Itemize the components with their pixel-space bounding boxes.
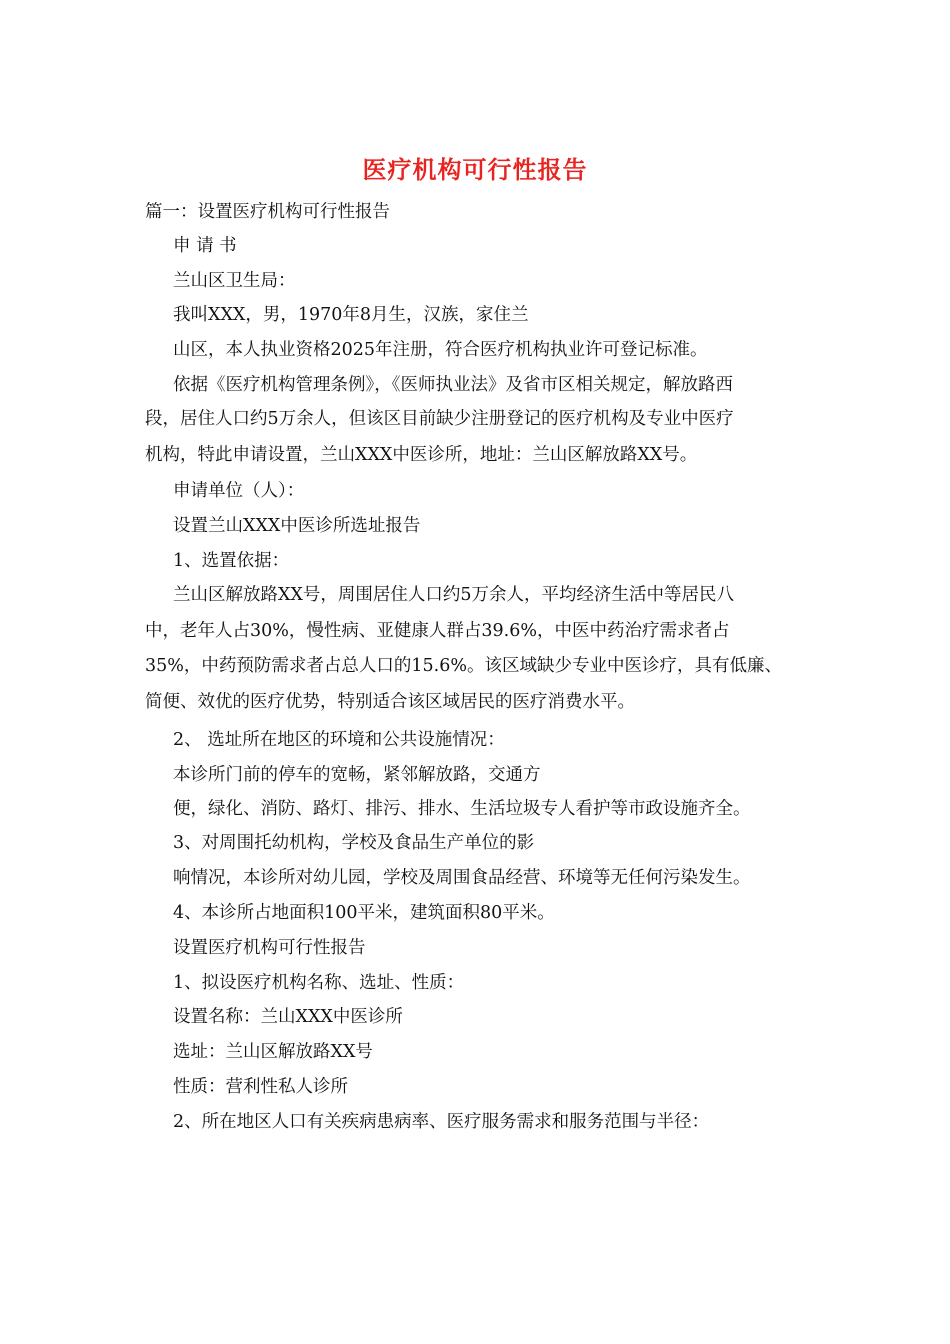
text-line: 设置兰山XXX中医诊所选址报告 xyxy=(173,516,421,536)
text-line: 机构，特此申请设置，兰山XXX中医诊所，地址：兰山区解放路XX号。 xyxy=(145,445,698,465)
text-line: 山区，本人执业资格2025年注册，符合医疗机构执业许可登记标准。 xyxy=(173,340,708,360)
text-line: 35%，中药预防需求者占总人口的15.6%。该区域缺少专业中医诊疗，具有低廉、 xyxy=(145,656,782,676)
text-line: 2、所在地区人口有关疾病患病率、医疗服务需求和服务范围与半径： xyxy=(173,1112,710,1132)
text-line: 本诊所门前的停车的宽畅，紧邻解放路，交通方 xyxy=(173,765,541,785)
text-line: 便，绿化、消防、路灯、排污、排水、生活垃圾专人看护等市政设施齐全。 xyxy=(173,799,751,819)
text-line: 4、本诊所占地面积100平米，建筑面积80平米。 xyxy=(173,903,555,923)
text-line: 篇一：设置医疗机构可行性报告 xyxy=(145,202,390,222)
text-line: 兰山区卫生局： xyxy=(173,271,296,291)
text-line: 选址：兰山区解放路XX号 xyxy=(173,1042,373,1062)
text-line: 3、对周围托幼机构，学校及食品生产单位的影 xyxy=(173,833,535,853)
text-line: 段，居住人口约5万余人，但该区目前缺少注册登记的医疗机构及专业中医疗 xyxy=(145,409,734,429)
text-line: 依据《医疗机构管理条例》，《医师执业法》及省市区相关规定，解放路西 xyxy=(173,375,733,395)
text-line: 设置名称：兰山XXX中医诊所 xyxy=(173,1007,403,1027)
document-title: 医疗机构可行性报告 xyxy=(362,155,588,184)
text-line: 兰山区解放路XX号，周围居住人口约5万余人，平均经济生活中等居民八 xyxy=(173,585,735,605)
text-line: 设置医疗机构可行性报告 xyxy=(173,938,366,958)
text-line: 我叫XXX，男，1970年8月生，汉族，家住兰 xyxy=(173,305,529,325)
text-line: 中，老年人占30%，慢性病、亚健康人群占39.6%，中医中药治疗需求者占 xyxy=(145,621,730,641)
text-line: 2、 选址所在地区的环境和公共设施情况： xyxy=(173,730,505,750)
text-line: 1、选置依据： xyxy=(173,551,290,571)
text-line: 响情况，本诊所对幼儿园，学校及周围食品经营、环境等无任何污染发生。 xyxy=(173,868,751,888)
text-line: 申 请 书 xyxy=(173,236,237,256)
text-line: 性质：营利性私人诊所 xyxy=(173,1077,348,1097)
text-line: 1、拟设医疗机构名称、选址、性质： xyxy=(173,973,465,993)
text-line: 简便、效优的医疗优势，特别适合该区域居民的医疗消费水平。 xyxy=(145,692,635,712)
text-line: 申请单位（人）： xyxy=(173,481,305,501)
